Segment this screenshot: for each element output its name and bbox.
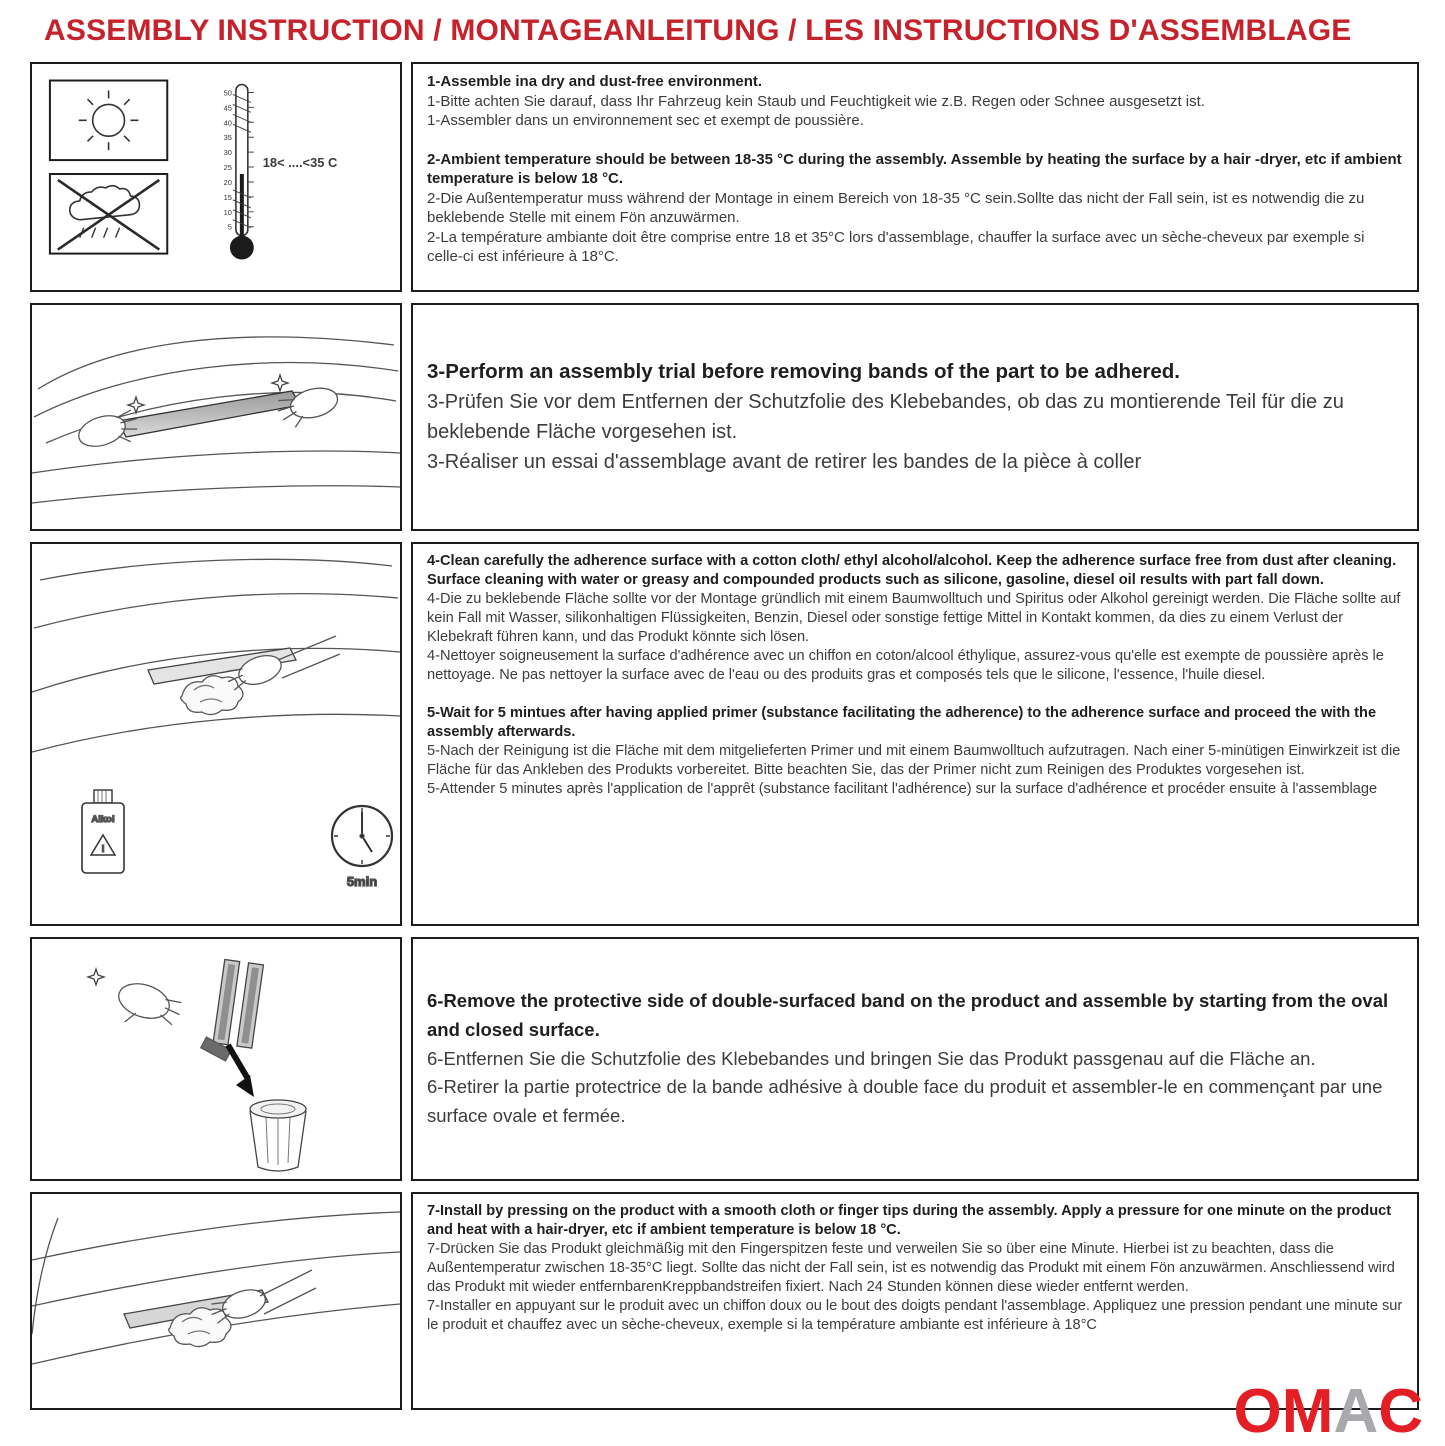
section-remove-band-text <box>411 937 1419 1181</box>
scale-35: 35 <box>223 133 232 143</box>
scale-15: 15 <box>223 192 232 202</box>
step-5-de: 5-Nach der Reinigung ist die Fläche mit dem mitgelieferten Primer und mit einem Baumwolltuch aufzutragen. Nach einer 5-minütigen Einwirkzeit ist die Fläche für das Ankleben des Produkts vorbereitet. Bitte beachten Sie, das der Primer nicht zum Reinigen des Produktes vorgesehen ist. <box>427 742 1401 778</box>
section-remove-band <box>30 937 1419 1181</box>
section-press <box>30 1192 1419 1410</box>
step-3-en: 3-Perform an assembly trial before removing bands of the part to be adhered. <box>427 359 1180 383</box>
peeling-hand-icon <box>111 978 185 1038</box>
clock-icon <box>332 806 392 889</box>
illustration-environment <box>30 62 402 292</box>
alcohol-bottle-icon <box>82 790 124 873</box>
section-cleaning-text <box>411 542 1419 926</box>
section-environment <box>30 62 1419 292</box>
logo-letter-m: M <box>1281 1377 1334 1446</box>
adhesive-strips <box>213 960 263 1049</box>
step-7-fr: 7-Installer en appuyant sur le produit avec un chiffon doux ou le bout des doigts pendant l'assemblage. Appliquez une pression pendant une minute sur le produit et chauffez avec un sèche-cheveux, exemple si la température ambiante est inférieure à 18°C <box>427 1297 1403 1333</box>
step-1-en: 1-Assemble ina dry and dust-free environment. <box>427 73 763 90</box>
scale-50: 50 <box>223 88 232 98</box>
step-2-en: 2-Ambient temperature should be between 18-35 °C during the assembly. Assemble by heating the surface by a hair -dryer, etc if ambient temperature is below 18 °C. <box>427 150 1402 187</box>
temperature-range-label: 18< ....<35 C <box>262 155 338 171</box>
section-environment-text <box>411 62 1419 292</box>
cloth-icon <box>181 676 243 715</box>
cleaning-graphic <box>32 544 400 924</box>
peel-band-graphic <box>32 939 400 1179</box>
scale-25: 25 <box>223 163 232 173</box>
scale-20: 20 <box>223 177 232 187</box>
scale-30: 30 <box>223 148 232 158</box>
sparkle-icon <box>272 375 288 391</box>
step-7-en: 7-Install by pressing on the product with a smooth cloth or finger tips during the assembly. Apply a pressure for one minute on the product and heat with a hair-dryer, etc if ambient temperature is below 18 °C. <box>427 1203 1392 1238</box>
scale-40: 40 <box>223 118 232 128</box>
step-5-fr: 5-Attender 5 minutes après l'application de l'apprêt (substance facilitant l'adhérence) sur la surface d'adhérence et procéder ensuite à l'assemblage <box>427 780 1378 797</box>
step-7-de: 7-Drücken Sie das Produkt gleichmäßig mit den Fingerspitzen feste und verweilen Sie so über eine Minute. Hierbei ist zu beachten, dass die Außentemperatur zwischen 18-35°C liegt. Sollte das nicht der Fall sein, ist es notwendig das Produkt mit einem Fön anzuwärmen. Anschliessend wird das Produkt mit wieder entfernbarenKreppbandstreifen fixiert. Nach 24 Stunden können diese wieder entfernt werden. <box>427 1240 1395 1295</box>
environment-graphic <box>32 64 400 290</box>
step-3-de: 3-Prüfen Sie vor dem Entfernen der Schutzfolie des Klebebandes, ob das zu montierende Teil für die zu beklebende Fläche vorgesehen ist. <box>427 391 1344 444</box>
clock-label: 5min <box>346 874 378 889</box>
illustration-cleaning <box>30 542 402 926</box>
press-graphic <box>32 1194 400 1408</box>
step-5-en: 5-Wait for 5 mintues after having applied primer (substance facilitating the adherence) to the adherence surface and proceed the with the assembly afterwards. <box>427 704 1377 740</box>
step-6-fr: 6-Retirer la partie protectrice de la bande adhésive à double face du produit et assembler-le en commençant par une surface ovale et fermée. <box>427 1076 1383 1126</box>
section-trial-text <box>411 303 1419 531</box>
trash-bin-icon <box>250 1100 306 1171</box>
step-1-fr: 1-Assembler dans un environnement sec et exempt de poussière. <box>427 112 864 129</box>
logo-letter-c: C <box>1378 1377 1423 1446</box>
warning-exclamation: ! <box>101 844 105 855</box>
section-trial <box>30 303 1419 531</box>
logo-letter-a: A <box>1333 1377 1379 1446</box>
step-6-en: 6-Remove the protective side of double-surfaced band on the product and assemble by starting from the oval and closed surface. <box>427 990 1389 1040</box>
step-4-de: 4-Die zu beklebende Fläche sollte vor der Montage gründlich mit einem Baumwolltuch und Spiritus oder Alkohol gereinigt werden. Die Fläche sollte auf kein Fall mit Wasser, silikonhaltigen Flüssigkeiten, Benzin, Diesel oder sonstige fettige Mittel in Kontakt kommen, da dies zu einem Verlust der Klebekraft führen kann, und das Produkt könnte sich lösen. <box>427 590 1401 645</box>
logo-letter-o: O <box>1233 1377 1282 1446</box>
step-3-fr: 3-Réaliser un essai d'assemblage avant de retirer les bandes de la pièce à coller <box>427 451 1142 474</box>
step-6-de: 6-Entfernen Sie die Schutzfolie des Klebebandes und bringen Sie das Produkt passgenau auf die Fläche an. <box>427 1047 1316 1069</box>
scale-45: 45 <box>223 103 232 113</box>
step-4-fr: 4-Nettoyer soigneusement la surface d'adhérence avec un chiffon en coton/alcool éthylique, assurez-vous qu'elle est exempte de poussière après le nettoyage. Ne pas nettoyer la surface avec de l'eau ou des produits gras et composés tels que le silicone, l'essence, l'huile diesel. <box>427 647 1384 683</box>
trial-fit-graphic <box>32 305 400 529</box>
section-cleaning <box>30 542 1419 926</box>
thermometer-icon <box>224 85 338 260</box>
sparkle-icon <box>88 969 104 985</box>
step-2-fr: 2-La température ambiante doit être comprise entre 18 et 35°C lors d'assemblage, chauffer la surface avec un sèche-cheveux par exemple si celle-ci est inférieure à 18°C. <box>427 228 1365 265</box>
page-title: ASSEMBLY INSTRUCTION / MONTAGEANLEITUNG / LES INSTRUCTIONS D'ASSEMBLAGE <box>44 14 1352 47</box>
step-1-de: 1-Bitte achten Sie darauf, dass Ihr Fahrzeug kein Staub und Feuchtigkeit wie z.B. Regen oder Schnee ausgesetzt ist. <box>427 92 1205 110</box>
omac-logo <box>1233 1377 1423 1446</box>
alcohol-label: Alkol <box>91 814 115 825</box>
scale-10: 10 <box>223 207 232 217</box>
discard-arrow-icon <box>228 1045 254 1097</box>
illustration-peel-band <box>30 937 402 1181</box>
step-4-en: 4-Clean carefully the adherence surface with a cotton cloth/ ethyl alcohol/alcohol. Keep the adherence surface free from dust after cleaning. Surface cleaning with water or greasy and compounded products such as silicone, gasoline, diesel oil results with part fall down. <box>427 553 1397 588</box>
illustration-trial-fit <box>30 303 402 531</box>
sun-icon <box>50 81 167 161</box>
step-2-de: 2-Die Außentemperatur muss während der Montage in einem Bereich von 18-35 °C sein.Sollte das nicht der Fall sein, ist es notwendig die zu beklebende Stelle mit einem Fön anzuwärmen. <box>427 189 1365 226</box>
no-rain-icon <box>50 174 167 254</box>
illustration-press <box>30 1192 402 1410</box>
scale-5: 5 <box>227 222 232 232</box>
